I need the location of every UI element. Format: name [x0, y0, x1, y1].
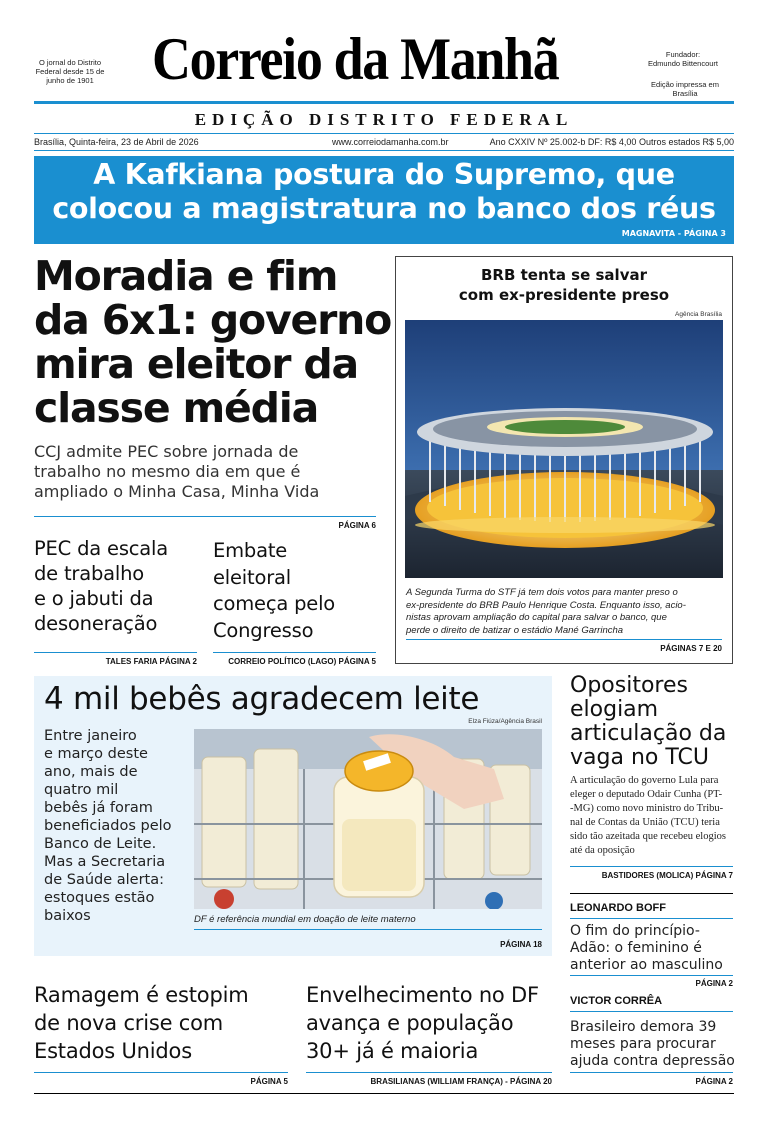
- edition-label: EDIÇÃO DISTRITO FEDERAL: [194, 110, 574, 129]
- main-deck-line-3: ampliado o Minha Casa, Minha Vida: [34, 482, 320, 501]
- lead-banner[interactable]: [34, 156, 734, 244]
- boff-author-rule: [570, 918, 733, 919]
- boff-line-3: anterior ao masculino: [570, 957, 723, 973]
- masthead-rule: [34, 101, 734, 104]
- tcu-headline[interactable]: [570, 674, 735, 770]
- aging-rule: [306, 1072, 552, 1073]
- main-headline-line-1: Moradia e fim: [34, 252, 338, 300]
- banner-ref: MAGNAVITA - PÁGINA 3: [621, 229, 726, 238]
- tcu-text-line: nal de Contas da União (TCU) teria: [570, 817, 720, 828]
- main-deck-line-2: trabalho no mesmo dia em que é: [34, 462, 301, 481]
- milk-photo[interactable]: [194, 729, 542, 909]
- milk-text-line: beneficiados pelo: [44, 818, 172, 834]
- brb-title-line-2: com ex-presidente preso: [458, 286, 670, 304]
- milk-text-line: e março deste: [44, 746, 148, 762]
- brb-caption: [406, 587, 732, 637]
- ramagem-rule: [34, 1072, 288, 1073]
- tcu-text-line: sido tão azeitada que recebeu elogios: [570, 831, 726, 842]
- tcu-line-1: Opositores: [570, 673, 688, 698]
- milk-text: [44, 727, 194, 925]
- tcu-line-3: articulação da: [570, 721, 727, 746]
- milk-text-line: ano, mais de: [44, 764, 138, 780]
- aging-line-2: avança e população: [306, 1011, 514, 1035]
- pec-line-3: e o jabuti da: [34, 587, 154, 610]
- aging-line-3: 30+ já é maioria: [306, 1039, 479, 1063]
- banner-line-2: colocou a magistratura no banco dos réus: [52, 192, 716, 225]
- tcu-text: [570, 774, 740, 858]
- milk-text-line: Mas a Secretaria: [44, 854, 166, 870]
- aging-headline[interactable]: [306, 981, 561, 1065]
- embate-line-2: eleitoral: [213, 565, 291, 589]
- tcu-ref: BASTIDORES (MOLICA) PÁGINA 7: [601, 871, 733, 880]
- correa-rule: [570, 1072, 733, 1073]
- correa-line-2: meses para procurar: [570, 1036, 716, 1052]
- brb-caption-line-4: perde o direito de batizar o estádio Mané Garrincha: [406, 624, 624, 636]
- milk-photo-credit: Elza Fiúza/Agência Brasil: [468, 718, 542, 725]
- boff-line-1: O fim do princípio-: [570, 923, 700, 939]
- stadium-photo-icon: [405, 320, 723, 578]
- main-headline-line-2: da 6x1: governo: [34, 296, 392, 344]
- website-link[interactable]: www.correiodamanha.com.br: [332, 137, 449, 147]
- issue-price: Ano CXXIV Nº 25.002-b DF: R$ 4,00 Outros estados R$ 5,00: [489, 137, 734, 147]
- correa-ref: PÁGINA 2: [695, 1077, 733, 1086]
- milk-text-line: quatro mil: [44, 782, 119, 798]
- embate-headline[interactable]: [213, 538, 383, 644]
- infobar-rule: [34, 150, 734, 151]
- milk-text-line: baixos: [44, 908, 91, 924]
- embate-line-1: Embate: [213, 539, 288, 562]
- main-headline-line-3: mira eleitor da: [34, 340, 358, 388]
- ramagem-line-1: Ramagem é estopim: [34, 983, 249, 1007]
- ramagem-line-2: de nova crise com: [34, 1011, 224, 1035]
- main-headline[interactable]: [34, 254, 394, 430]
- pec-headline[interactable]: [34, 536, 204, 636]
- milk-caption: DF é referência mundial em doação de leite materno: [194, 914, 416, 925]
- pec-line-2: de trabalho: [34, 562, 145, 585]
- pec-line-1: PEC da escala: [34, 537, 169, 560]
- milk-text-line: Entre janeiro: [44, 728, 137, 744]
- tcu-text-line: -MG) como novo ministro do Tribu-: [570, 803, 724, 814]
- milk-text-line: estoques estão: [44, 890, 155, 906]
- brb-photo-credit: Agência Brasília: [675, 311, 722, 318]
- tcu-line-2: elogiam: [570, 697, 659, 722]
- boff-author: LEONARDO BOFF: [570, 902, 666, 914]
- embate-line-3: começa pelo: [213, 592, 336, 615]
- brb-caption-line-1: A Segunda Turma do STF já tem dois votos para manter preso o: [406, 587, 678, 598]
- pec-rule: [34, 652, 197, 653]
- masthead-left-note: O jornal do Distrito Federal desde 15 de junho de 1901: [35, 58, 105, 85]
- tcu-text-line: até da oposição: [570, 845, 635, 856]
- brb-story-box[interactable]: [395, 256, 733, 664]
- issue-date: Brasília, Quinta-feira, 23 de Abril de 2026: [34, 137, 199, 147]
- milk-text-line: bebês já foram: [44, 800, 153, 816]
- embate-ref: CORREIO POLÍTICO (LAGO) PÁGINA 5: [228, 657, 376, 666]
- tcu-line-4: vaga no TCU: [570, 745, 709, 770]
- masthead-founder: [628, 50, 738, 68]
- brb-caption-line-3: nistas aprovam ampliação do capital para salvar o banco, que: [406, 612, 667, 623]
- main-headline-line-4: classe média: [34, 384, 319, 432]
- correa-headline[interactable]: [570, 1019, 735, 1070]
- boff-ref: PÁGINA 2: [695, 979, 733, 988]
- milk-text-line: Banco de Leite.: [44, 836, 157, 852]
- pec-ref: TALES FARIA PÁGINA 2: [105, 657, 197, 666]
- milk-story-block[interactable]: [34, 676, 552, 956]
- masthead-print-note: Edição impressa em Brasília: [651, 80, 719, 98]
- brb-rule: [406, 639, 722, 640]
- edition-rule: [34, 133, 734, 134]
- aging-line-1: Envelhecimento no DF: [306, 983, 539, 1007]
- pec-line-4: desoneração: [34, 612, 158, 635]
- milk-rule: [194, 929, 542, 930]
- boff-top-rule: [570, 893, 733, 894]
- correa-author-rule: [570, 1011, 733, 1012]
- brb-title-line-1: BRB tenta se salvar: [481, 266, 647, 284]
- main-story-rule: [34, 516, 376, 517]
- main-deck: [34, 442, 384, 502]
- embate-rule: [213, 652, 376, 653]
- milk-headline: 4 mil bebês agradecem leite: [44, 681, 480, 717]
- brb-ref: PÁGINAS 7 E 20: [660, 644, 722, 653]
- aging-ref: BRASILIANAS (WILLIAM FRANÇA) - PÁGINA 20: [370, 1077, 552, 1086]
- main-story-ref: PÁGINA 6: [338, 521, 376, 530]
- founder-label: Fundador:: [665, 50, 701, 59]
- boff-headline[interactable]: [570, 923, 735, 974]
- boff-line-2: Adão: o feminino é: [570, 940, 702, 956]
- newspaper-logo[interactable]: Correio da Manhã: [152, 26, 559, 92]
- correa-line-1: Brasileiro demora 39: [570, 1019, 717, 1035]
- tcu-text-line: A articulação do governo Lula para: [570, 775, 719, 786]
- embate-line-4: Congresso: [213, 618, 314, 642]
- ramagem-ref: PÁGINA 5: [250, 1077, 288, 1086]
- correa-author: VICTOR CORRÊA: [570, 995, 663, 1007]
- correa-line-3: ajuda contra depressão: [570, 1053, 735, 1069]
- boff-rule: [570, 975, 733, 976]
- milk-bottles-photo-icon: [194, 729, 542, 909]
- founder-name: Edmundo Bittencourt: [647, 59, 719, 68]
- stadium-photo[interactable]: [405, 320, 723, 578]
- ramagem-line-3: Estados Unidos: [34, 1039, 192, 1063]
- page-bottom-rule: [34, 1093, 734, 1094]
- milk-ref: PÁGINA 18: [500, 940, 542, 949]
- tcu-text-line: eleger o deputado Odair Cunha (PT-: [570, 789, 723, 800]
- banner-line-1: A Kafkiana postura do Supremo, que: [93, 158, 675, 191]
- milk-text-line: de Saúde alerta:: [44, 872, 165, 888]
- ramagem-headline[interactable]: [34, 981, 294, 1065]
- main-deck-line-1: CCJ admite PEC sobre jornada de: [34, 442, 299, 461]
- brb-caption-line-2: ex-presidente do BRB Paulo Henrique Costa. Enquanto isso, acio-: [406, 599, 686, 611]
- tcu-rule: [570, 866, 733, 867]
